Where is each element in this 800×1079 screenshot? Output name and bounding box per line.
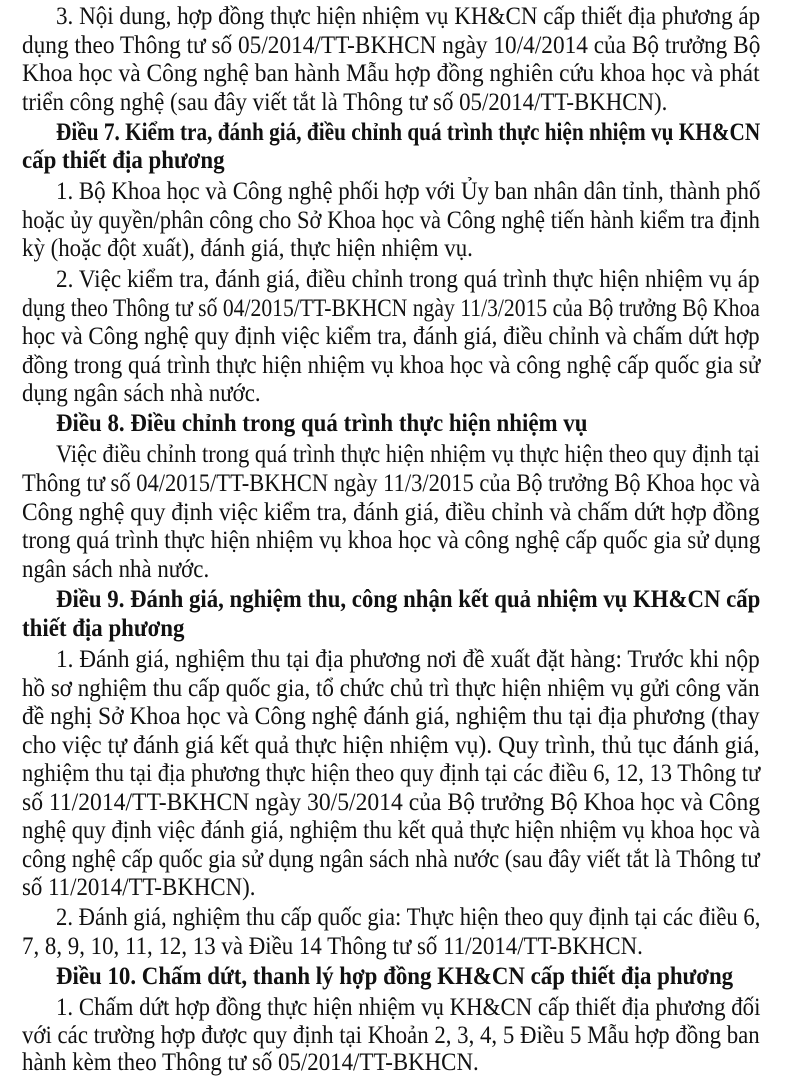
paragraph-line: 2. Đánh giá, nghiệm thu cấp quốc gia: Thực hiện theo quy định tại các điều 6,	[56, 904, 761, 931]
paragraph-line: với các trường hợp được quy định tại Khoản 2, 3, 4, 5 Điều 5 Mẫu hợp đồng ban	[22, 1022, 760, 1049]
paragraph-line: số 11/2014/TT-BKHCN ngày 30/5/2014 của Bộ trưởng Bộ Khoa học và Công	[22, 789, 761, 816]
paragraph-line: Việc điều chỉnh trong quá trình thực hiện nhiệm vụ thực hiện theo quy định tại	[56, 441, 760, 468]
paragraph-line: 1. Chấm dứt hợp đồng thực hiện nhiệm vụ KH&CN cấp thiết địa phương đối	[56, 994, 761, 1021]
paragraph-line: công nghệ cấp quốc gia sử dụng ngân sách nhà nước (sau đây viết tắt là Thông tư	[22, 846, 760, 873]
paragraph-line: dụng ngân sách nhà nước.	[22, 380, 261, 407]
article-10-heading: Điều 10. Chấm dứt, thanh lý hợp đồng KH&CN cấp thiết địa phương	[56, 963, 734, 990]
paragraph-line: Công nghệ quy định việc kiểm tra, đánh giá, điều chỉnh và chấm dứt hợp đồng	[22, 499, 760, 526]
paragraph-line: dụng theo Thông tư số 05/2014/TT-BKHCN ngày 10/4/2014 của Bộ trưởng Bộ	[22, 32, 761, 59]
article-7-heading: cấp thiết địa phương	[22, 147, 225, 174]
paragraph-line: nghệ quy định việc đánh giá, nghiệm thu kết quả thực hiện nhiệm vụ khoa học và	[22, 817, 761, 844]
paragraph-line: kỳ (hoặc đột xuất), đánh giá, thực hiện nhiệm vụ.	[22, 235, 473, 262]
paragraph-line: 7, 8, 9, 10, 11, 12, 13 và Điều 14 Thông tư số 11/2014/TT-BKHCN.	[22, 933, 643, 960]
article-9-heading: thiết địa phương	[22, 615, 185, 642]
paragraph-line: đề nghị Sở Khoa học và Công nghệ đánh giá, nghiệm thu tại địa phương (thay	[22, 703, 760, 730]
paragraph-line: hoặc ủy quyền/phân công cho Sở Khoa học và Công nghệ tiến hành kiểm tra định	[22, 207, 760, 234]
paragraph-line: Thông tư số 04/2015/TT-BKHCN ngày 11/3/2015 của Bộ trưởng Bộ Khoa học và	[22, 470, 760, 497]
paragraph-line: dụng theo Thông tư số 04/2015/TT-BKHCN ngày 11/3/2015 của Bộ trưởng Bộ Khoa	[22, 295, 760, 322]
article-9-heading: Điều 9. Đánh giá, nghiệm thu, công nhận kết quả nhiệm vụ KH&CN cấp	[56, 586, 761, 613]
paragraph-line: triển công nghệ (sau đây viết tắt là Thông tư số 05/2014/TT-BKHCN).	[22, 89, 668, 116]
paragraph-line: nghiệm thu tại địa phương thực hiện theo quy định tại các điều 6, 12, 13 Thông tư	[22, 760, 761, 787]
paragraph-line: trong quá trình thực hiện nhiệm vụ khoa học và công nghệ cấp quốc gia sử dụng	[22, 527, 761, 554]
paragraph-line: hồ sơ nghiệm thu cấp quốc gia, tổ chức chủ trì thực hiện nhiệm vụ gửi công văn	[22, 675, 760, 702]
paragraph-line: số 11/2014/TT-BKHCN).	[22, 874, 256, 901]
paragraph-line: học và Công nghệ quy định việc kiểm tra, đánh giá, điều chỉnh và chấm dứt hợp	[22, 323, 760, 350]
paragraph-line: hành kèm theo Thông tư số 05/2014/TT-BKHCN.	[22, 1049, 479, 1076]
paragraph-line: ngân sách nhà nước.	[22, 556, 210, 583]
paragraph-line: cho việc tự đánh giá kết quả thực hiện nhiệm vụ). Quy trình, thủ tục đánh giá,	[22, 732, 760, 759]
paragraph-line: 3. Nội dung, hợp đồng thực hiện nhiệm vụ KH&CN cấp thiết địa phương áp	[56, 3, 761, 30]
paragraph-line: Khoa học và Công nghệ ban hành Mẫu hợp đồng nghiên cứu khoa học và phát	[22, 60, 760, 87]
paragraph-line: 1. Đánh giá, nghiệm thu tại địa phương nơi đề xuất đặt hàng: Trước khi nộp	[56, 646, 760, 673]
article-8-heading: Điều 8. Điều chỉnh trong quá trình thực hiện nhiệm vụ	[56, 410, 588, 437]
article-7-heading: Điều 7. Kiểm tra, đánh giá, điều chỉnh quá trình thực hiện nhiệm vụ KH&CN	[56, 119, 761, 146]
paragraph-line: 1. Bộ Khoa học và Công nghệ phối hợp với Ủy ban nhân dân tỉnh, thành phố	[56, 178, 761, 205]
paragraph-line: đồng trong quá trình thực hiện nhiệm vụ khoa học và công nghệ cấp quốc gia sử	[22, 352, 761, 379]
paragraph-line: 2. Việc kiểm tra, đánh giá, điều chỉnh trong quá trình thực hiện nhiệm vụ áp	[56, 266, 760, 293]
